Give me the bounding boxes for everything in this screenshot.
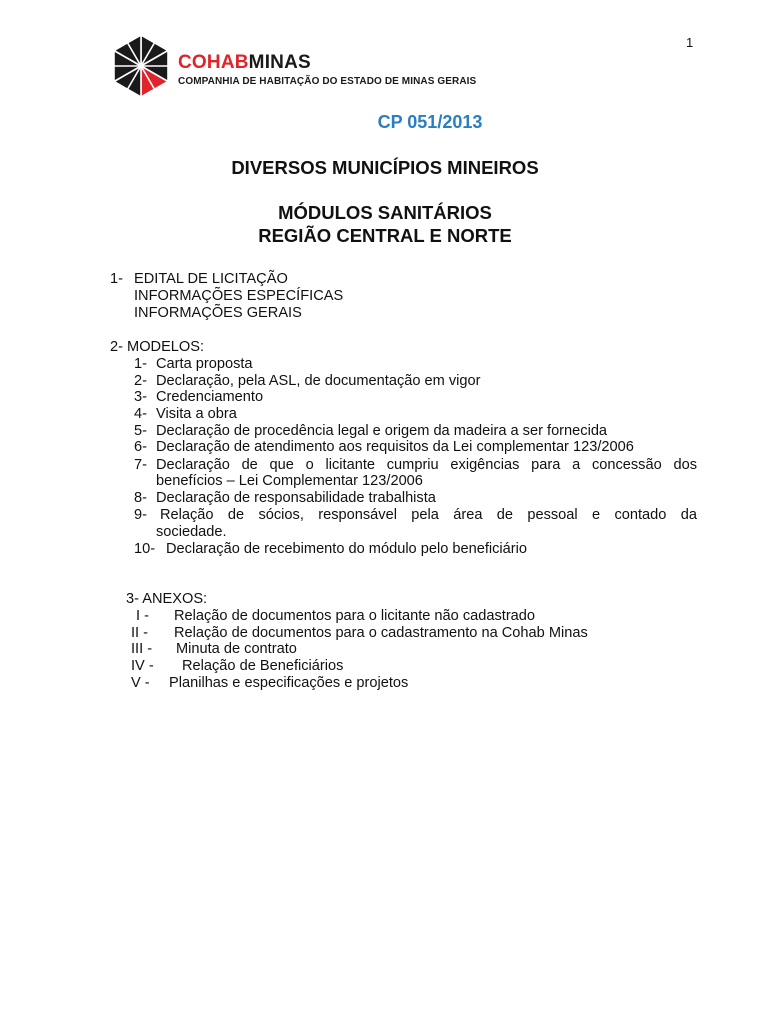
list-item: Visita a obra (156, 406, 237, 422)
annex-number: IV - (131, 658, 154, 674)
annex-number: II - (131, 625, 149, 641)
annex-number: I - (136, 608, 149, 624)
brand-name-black: MINAS (248, 52, 311, 73)
brand-name (178, 53, 476, 73)
list-item-number: 6- (134, 439, 147, 455)
list-item-number: 9- (134, 507, 147, 523)
list-item-continuation: benefícios – Lei Complementar 123/2006 (156, 473, 423, 489)
logo-hexagon-icon (114, 35, 168, 97)
brand-subtitle: COMPANHIA DE HABITAÇÃO DO ESTADO DE MINAS GERAIS (178, 76, 477, 87)
annex-item: Planilhas e especificações e projetos (169, 675, 409, 691)
list-item-number: 2- (134, 373, 147, 389)
list-item-number: 5- (134, 423, 147, 439)
list-item-number: 10- (134, 541, 156, 557)
section2-title: 2- MODELOS: (110, 339, 205, 355)
list-item: Declaração de procedência legal e origem da madeira a ser fornecida (156, 423, 608, 439)
list-item: Declaração de atendimento aos requisitos da Lei complementar 123/2006 (156, 439, 634, 455)
annex-item: Relação de documentos para o licitante não cadastrado (174, 608, 536, 624)
heading-regiao: REGIÃO CENTRAL E NORTE (258, 225, 512, 246)
list-item-number: 8- (134, 490, 147, 506)
list-item: Relação de sócios, responsável pela área de pessoal e contado da (160, 507, 697, 523)
annex-number: V - (131, 675, 150, 691)
list-item-number: 7- (134, 457, 147, 473)
list-item: Declaração de que o licitante cumpriu exigências para a concessão dos (156, 457, 697, 473)
heading-municipios: DIVERSOS MUNICÍPIOS MINEIROS (231, 157, 539, 178)
annex-number: III - (131, 641, 153, 657)
process-code: CP 051/2013 (377, 112, 483, 132)
list-item: Credenciamento (156, 389, 264, 405)
brand-block (178, 53, 476, 87)
section3-title: 3- ANEXOS: (126, 591, 208, 607)
list-item: Declaração de recebimento do módulo pelo beneficiário (166, 541, 528, 557)
annex-item: Minuta de contrato (176, 641, 297, 657)
list-item: Declaração, pela ASL, de documentação em vigor (156, 373, 481, 389)
list-item: Carta proposta (156, 356, 253, 372)
list-item-number: 1- (134, 356, 147, 372)
annex-item: Relação de documentos para o cadastramento na Cohab Minas (174, 625, 588, 641)
list-item: Declaração de responsabilidade trabalhista (156, 490, 436, 506)
section1-item: INFORMAÇÕES ESPECÍFICAS (134, 288, 344, 304)
cohab-minas-logo (108, 33, 174, 99)
list-item-number: 4- (134, 406, 147, 422)
section1-number: 1- (110, 271, 123, 287)
page-number: 1 (686, 35, 694, 50)
section1-item: INFORMAÇÕES GERAIS (134, 305, 302, 321)
heading-modulos: MÓDULOS SANITÁRIOS (278, 202, 492, 223)
brand-name-red: COHAB (178, 52, 249, 73)
section1-item: EDITAL DE LICITAÇÃO (134, 271, 288, 287)
list-item-number: 3- (134, 389, 147, 405)
annex-item: Relação de Beneficiários (182, 658, 344, 674)
list-item-continuation: sociedade. (156, 524, 227, 540)
